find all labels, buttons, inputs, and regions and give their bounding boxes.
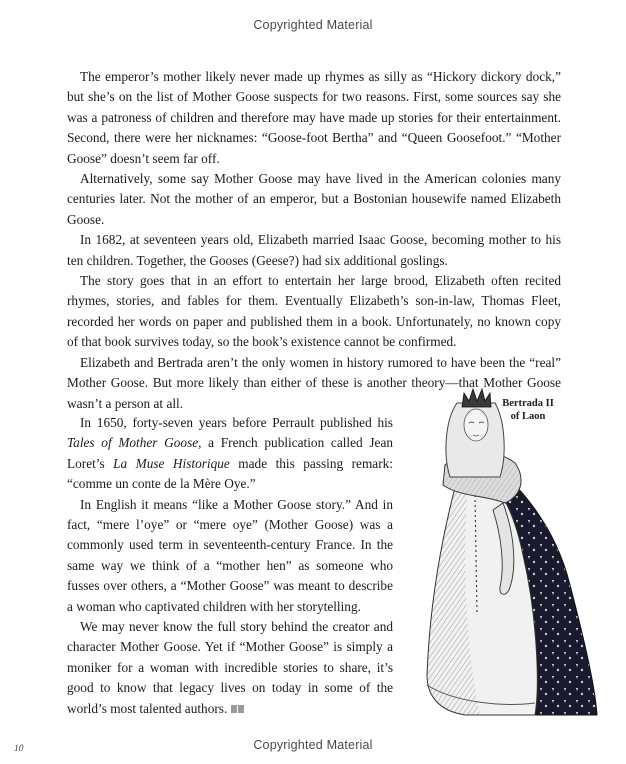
copyright-banner-top: Copyrighted Material: [253, 18, 373, 32]
paragraph-final: [67, 617, 393, 719]
book-title: Tales of Mother Goose: [67, 435, 199, 451]
paragraph: The emperor’s mother likely never made up rhymes as silly as “Hickory dickory dock,” but she’s on the list of Mother Goose suspects for two reasons. First, some sources say she was a patroness of children and therefore may have made up stories for their entertainment. Second, there were her nicknames: “Goose-foot Bertha” and “Queen Goosefoot.” “Mother Goose” doesn’t seem far off.: [67, 69, 561, 166]
paragraph: Elizabeth and Bertrada aren’t the only women in history rumored to have been the “real” Mother Goose. But more likely than either of these is another theory—that Mother Goose wasn’t a person at all.: [67, 354, 561, 411]
text-run: In 1650, forty-seven years before Perrault published his: [80, 414, 393, 430]
text-run: , a French publication called Jean Loret’s: [67, 435, 393, 471]
caption-line: of Laon: [510, 411, 546, 422]
crowned-queen-engraving-icon: [405, 385, 605, 720]
copyright-banner-bottom: Copyrighted Material: [253, 738, 373, 752]
book-end-icon: [231, 705, 244, 713]
paragraph: The story goes that in an effort to entertain her large brood, Elizabeth often recited rhymes, stories, and fables for them. Eventually Elizabeth’s son-in-law, Thomas Fleet, recorded her words on paper and published them in a book. Unfortunately, no known copy of that book survives today, so the book’s existence cannot be confirmed.: [67, 273, 561, 350]
publication-title: La Muse Historique: [113, 455, 230, 471]
caption-line: Bertrada II: [502, 398, 554, 409]
paragraph: Alternatively, some say Mother Goose may have lived in the American colonies many centuries later. Not the mother of an emperor, but a Bostonian housewife named Elizabeth Goose.: [67, 171, 561, 227]
paragraph: In 1682, at seventeen years old, Elizabeth married Isaac Goose, becoming mother to his ten children. Together, the Gooses (Geese?) had six additional goslings.: [67, 232, 561, 268]
text-run: We may never know the full story behind the creator and character Mother Goose. Yet if “Mother Goose” is simply a moniker for a woman with incredible stories to share, it’s good to know that legacy lives on today in some of the world’s most talented authors.: [67, 618, 393, 716]
page-number: 10: [14, 744, 24, 754]
text-run: made this passing remark: “comme un conte de la Mère Oye.”: [67, 455, 393, 492]
paragraph: In English it means “like a Mother Goose story.” And in fact, “mere l’oye” or “mere oye” (Mother Goose) was a commonly used term in seventeenth-century France. In the same way we think of a “mother hen” as someone who fusses over others, a “Mother Goose” was meant to describe a woman who captivated children with her storytelling.: [67, 496, 393, 614]
paragraph: [67, 413, 393, 495]
